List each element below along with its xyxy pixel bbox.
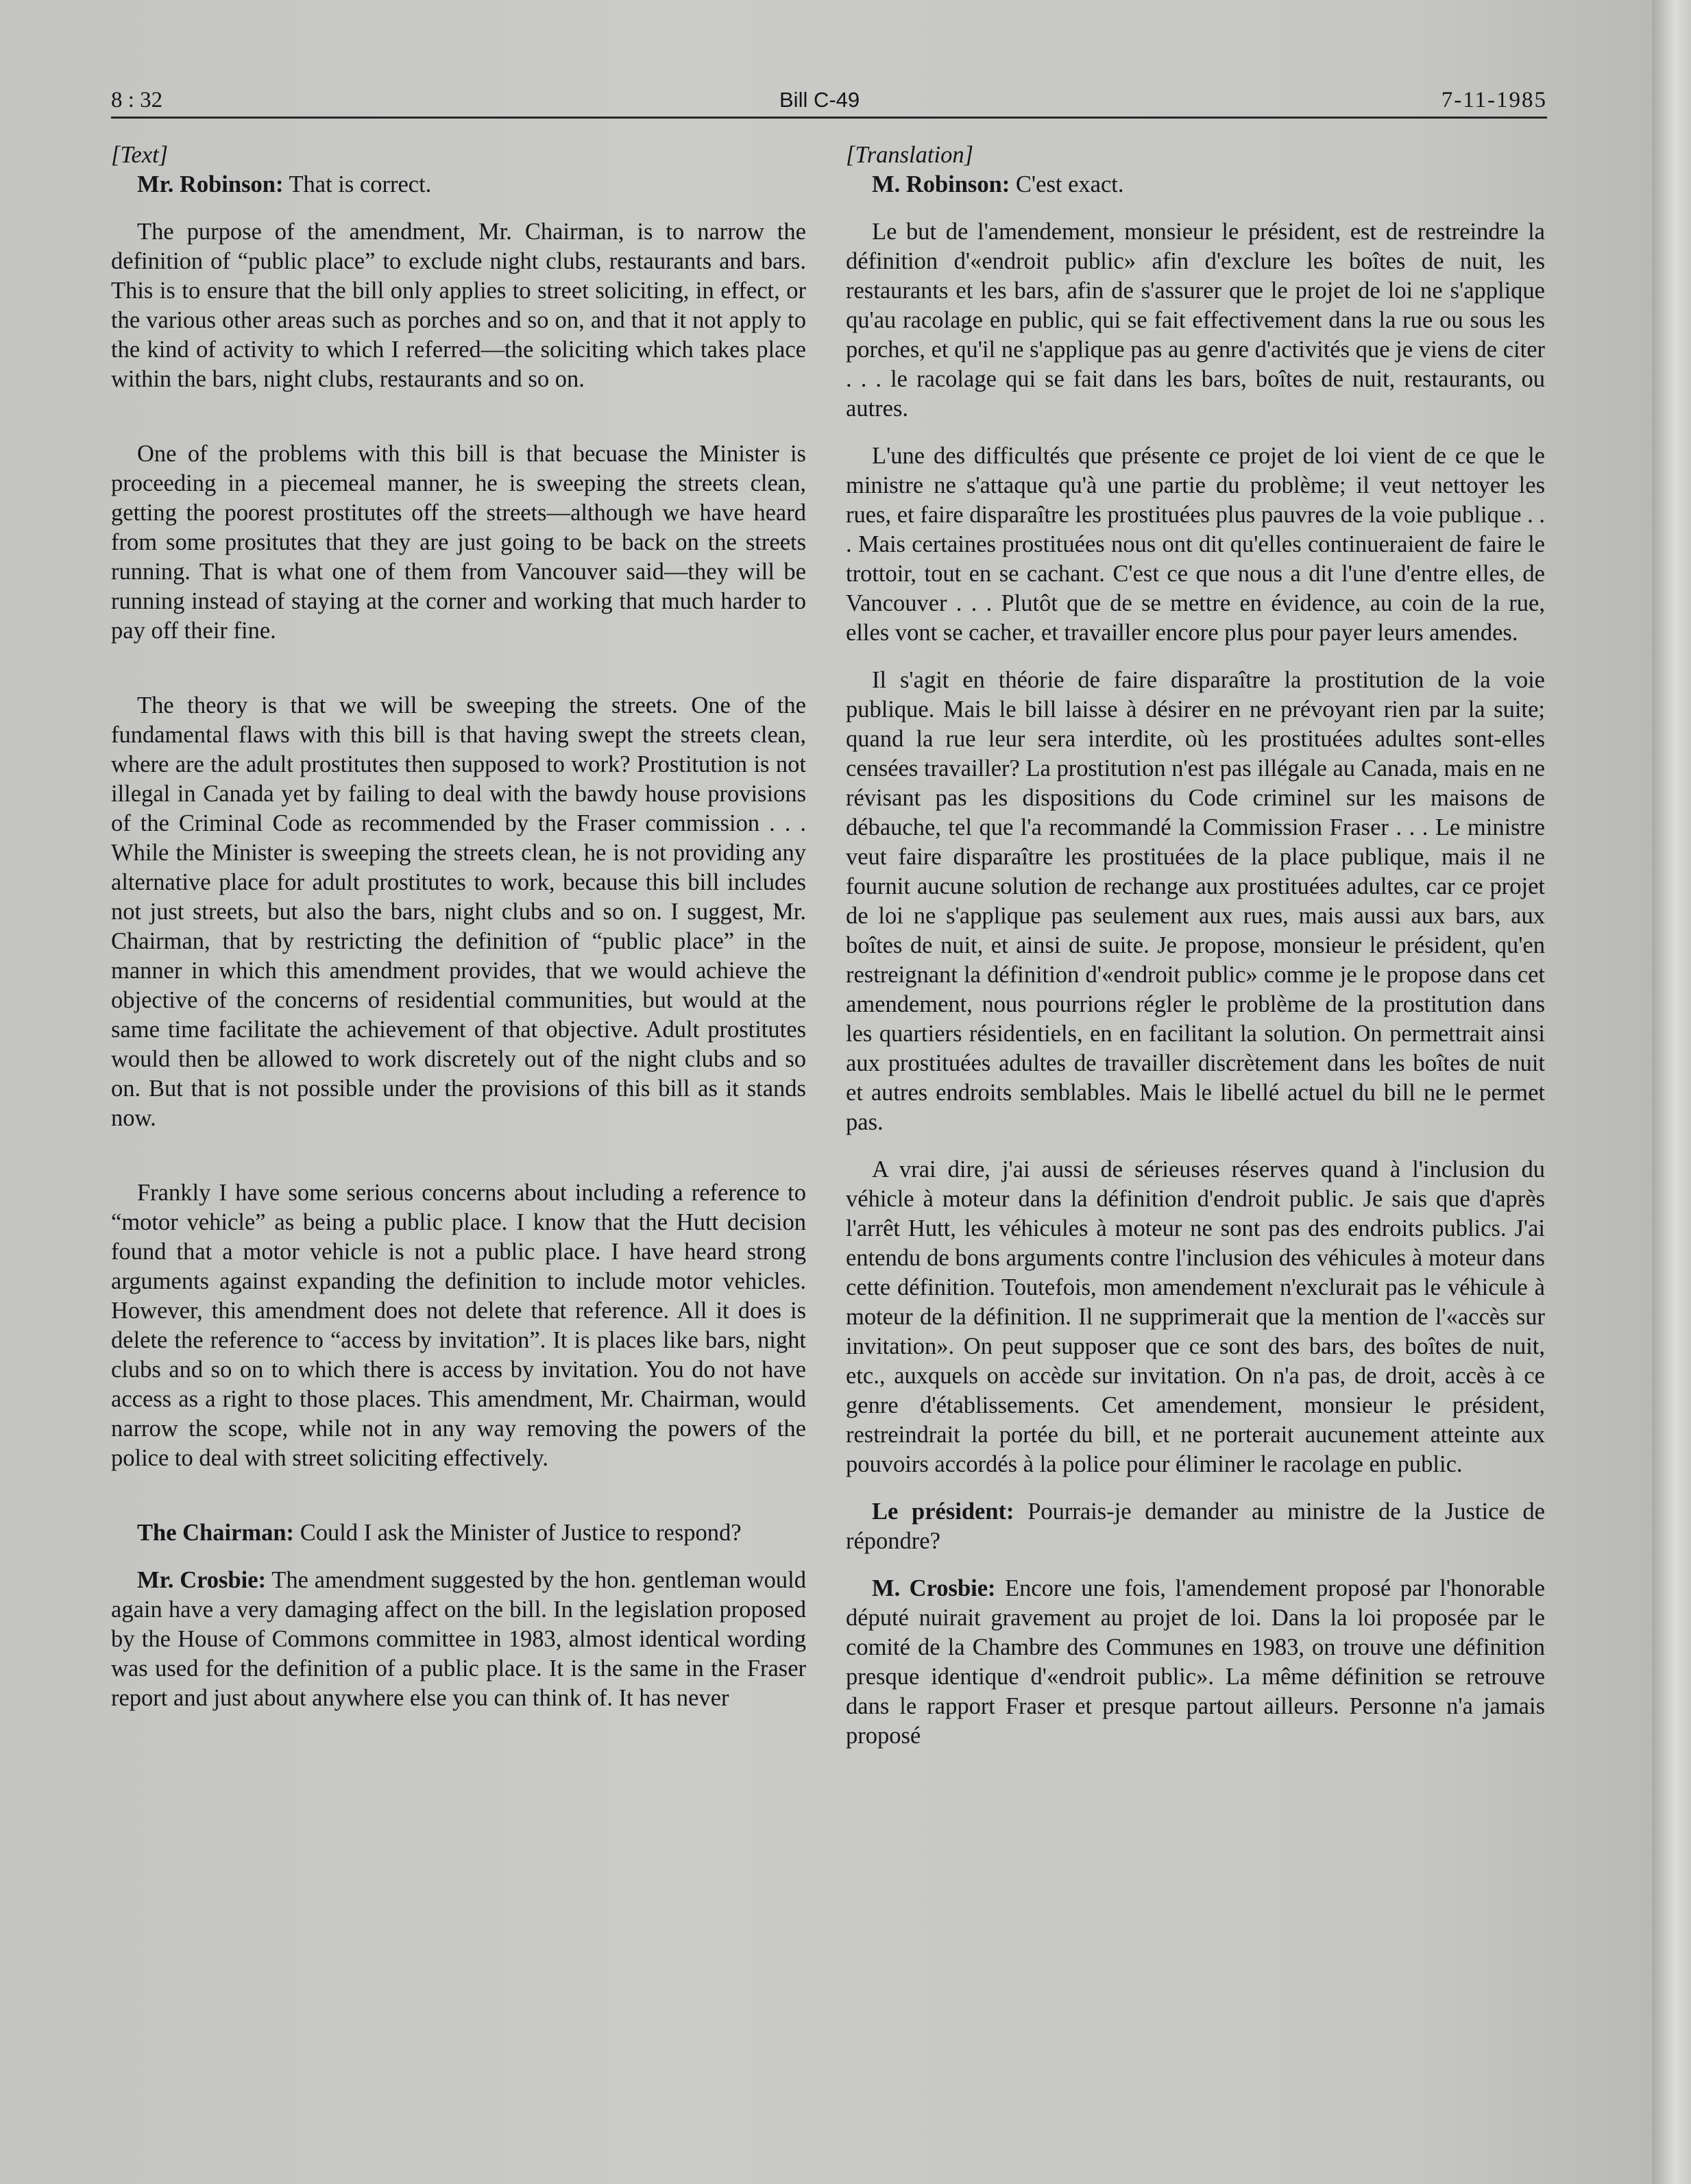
page-edge-shadow bbox=[1652, 0, 1691, 2184]
paragraph bbox=[846, 1155, 1545, 1479]
paragraph-text: Pourrais-je demander au ministre de la Justice de répondre? bbox=[846, 1499, 1545, 1554]
language-tag: [Translation] bbox=[846, 142, 973, 168]
english-column bbox=[111, 141, 806, 2128]
paragraph bbox=[111, 170, 806, 199]
paragraph-text: The purpose of the amendment, Mr. Chairman, is to narrow the definition of “public place” to exclude night clubs, restaurants and bars. This is to ensure that the bill only applies to street soliciting, in effect, or the various other areas such as porches and so on, and that it not apply to the kind of activity to which I referred—the soliciting which takes place within the bars, night clubs, restaurants and so on. bbox=[111, 219, 806, 392]
paragraph bbox=[111, 439, 806, 646]
paragraph bbox=[111, 1178, 806, 1473]
paragraph-text: A vrai dire, j'ai aussi de sérieuses réserves quand à l'inclusion du véhicle à moteur dans la définition d'endroit public. Je sais que d'après l'arrêt Hutt, les véhicules à moteur ne sont pas des endroits publics. J'ai entendu de bons arguments contre l'inclusion des véhicules à moteur dans cette définition. Toutefois, mon amendement n'exclurait pas le véhicule à moteur de la définition. Il ne supprimerait que la mention de l'«accès sur invitation». On peut supposer que ce sont des bars, des boîtes de nuit, etc., auxquels on accède sur invitation. On n'a pas, de droit, accès à ce genre d'établissements. Cet amendement, monsieur le président, restreindrait la portée du bill, et ne porterait aucunement atteinte aux pouvoirs accordés à la police pour éliminer le racolage en public. bbox=[846, 1156, 1545, 1477]
speaker-name: The Chairman: bbox=[137, 1520, 295, 1546]
paragraph-text: The theory is that we will be sweeping the streets. One of the fundamental flaws with this bill is that having swept the streets clean, where are the adult prostitutes then supposed to work? Prostitution is not illegal in Canada yet by failing to deal with the bawdy house provisions of the Criminal Code as recommended by the Fraser commission . . . While the Minister is sweeping the streets clean, he is not providing any alternative place for adult prostitutes to work, because this bill includes not just streets, but also the bars, night clubs and so on. I suggest, Mr. Chairman, that by restricting the definition of “public place” in the manner in which this amendment provides, that we would achieve the objective of the concerns of residential communities, but would at the same time facilitate the achievement of that objective. Adult prostitutes would then be allowed to work discretely out of the night clubs and so on. But that is not possible under the provisions of this bill as it stands now. bbox=[111, 692, 806, 1131]
paragraph-text: Encore une fois, l'amendement proposé par l'honorable député nuirait gravement au projet de loi. Dans la loi proposée par le comité de la Chambre des Communes en 1983, on trouve une définition presque identique d'«endroit public». La même définition se retrouve dans le rapport Fraser et presque partout ailleurs. Personne n'a jamais proposé bbox=[846, 1575, 1545, 1749]
paragraph-text: C'est exact. bbox=[1010, 171, 1124, 197]
running-header bbox=[111, 81, 1547, 122]
paragraph bbox=[846, 217, 1545, 424]
speaker-name: Mr. Crosbie: bbox=[137, 1567, 267, 1593]
speaker-name: M. Robinson: bbox=[872, 171, 1010, 197]
paragraph-text: L'une des difficultés que présente ce projet de loi vient de ce que le ministre ne s'attaque qu'à une partie du problème; il veut nettoyer les rues, et faire disparaître les prostituées plus pauvres de la voie publique . . . Mais certaines prostituées nous ont dit qu'elles continueraient de faire le trottoir, tout en se cachant. C'est ce que nous a dit l'une d'entre elles, de Vancouver . . . Plutôt que de se mettre en évidence, au coin de la rue, elles vont se cacher, et travailler encore plus pour payer leurs amendes. bbox=[846, 443, 1545, 646]
speaker-name: Le président: bbox=[872, 1499, 1014, 1525]
paragraph-text: One of the problems with this bill is that becuase the Minister is proceeding in a piecemeal manner, he is sweeping the streets clean, getting the poorest prostitutes off the streets—although we have heard from some prositutes that they are just going to be back on the streets running. That is what one of them from Vancouver said—they will be running instead of staying at the corner and working that much harder to pay off their fine. bbox=[111, 441, 806, 644]
paragraph-text: Could I ask the Minister of Justice to respond? bbox=[294, 1520, 742, 1546]
paragraph-text: Frankly I have some serious concerns about including a reference to “motor vehicle” as being a public place. I know that the Hutt decision found that a motor vehicle is not a public place. I have heard strong arguments against expanding the definition to include motor vehicles. However, this amendment does not delete that reference. All it does is delete the reference to “access by invitation”. It is places like bars, night clubs and so on to which there is access by invitation. You do not have access as a right to those places. This amendment, Mr. Chairman, would narrow the scope, while not in any way removing the powers of the police to deal with street soliciting effectively. bbox=[111, 1180, 806, 1471]
page-number: 8 : 32 bbox=[111, 88, 163, 112]
paragraph bbox=[846, 1497, 1545, 1556]
paragraph bbox=[846, 170, 1545, 199]
paragraph-text: That is correct. bbox=[283, 171, 432, 197]
french-column bbox=[846, 141, 1545, 2128]
header-rule bbox=[111, 117, 1547, 119]
paragraph-text: Le but de l'amendement, monsieur le président, est de restreindre la définition d'«endroit public» afin d'exclure les boîtes de nuit, les restaurants et les bars, afin de s'assurer que le projet de loi ne s'applique qu'au racolage en public, qui se fait effectivement dans la rue ou sous les porches, et qu'il ne s'applique pas au genre d'activités que je viens de citer . . . le racolage qui se fait dans les bars, boîtes de nuit, restaurants, ou autres. bbox=[846, 219, 1545, 422]
paragraph bbox=[111, 691, 806, 1133]
paragraph bbox=[846, 1574, 1545, 1751]
paragraph bbox=[111, 1566, 806, 1713]
header-date: 7-11-1985 bbox=[1441, 88, 1547, 112]
speaker-name: Mr. Robinson: bbox=[137, 171, 284, 197]
paragraph bbox=[111, 217, 806, 394]
bill-title: Bill C-49 bbox=[779, 88, 860, 112]
paragraph-text: The amendment suggested by the hon. gentleman would again have a very damaging affect on the bill. In the legislation proposed by the House of Commons committee in 1983, almost identical wording was used for the definition of a public place. It is the same in the Fraser report and just about anywhere else you can think of. It has never bbox=[111, 1567, 806, 1711]
paragraph bbox=[846, 666, 1545, 1137]
language-tag: [Text] bbox=[111, 142, 169, 168]
speaker-name: M. Crosbie: bbox=[872, 1575, 996, 1601]
paragraph-text: Il s'agit en théorie de faire disparaître la prostitution de la voie publique. Mais le bill laisse à désirer en ne prévoyant rien par la suite; quand la rue leur sera interdite, où les prostituées adultes sont-elles censées travailler? La prostitution n'est pas illégale au Canada, mais en ne révisant pas les dispositions du Code criminel sur les maisons de débauche, tel que l'a recommandé la Commission Fraser . . . Le ministre veut faire disparaître les prostituées de la place publique, mais il ne fournit aucune solution de rechange aux prostituées adultes, car ce projet de loi ne s'applique pas seulement aux rues, mais aussi aux bars, aux boîtes de nuit, et ainsi de suite. Je propose, monsieur le président, qu'en restreignant la définition d'«endroit public» comme je le propose dans cet amendement, nous pourrions régler le problème de la prostitution dans les quartiers résidentiels, en en facilitant la solution. On permettrait ainsi aux prostituées adultes de travailler discrètement dans les boîtes de nuit et autres endroits semblables. Mais le libellé actuel du bill ne le permet pas. bbox=[846, 667, 1545, 1135]
paragraph bbox=[846, 441, 1545, 648]
paragraph bbox=[111, 1518, 806, 1548]
